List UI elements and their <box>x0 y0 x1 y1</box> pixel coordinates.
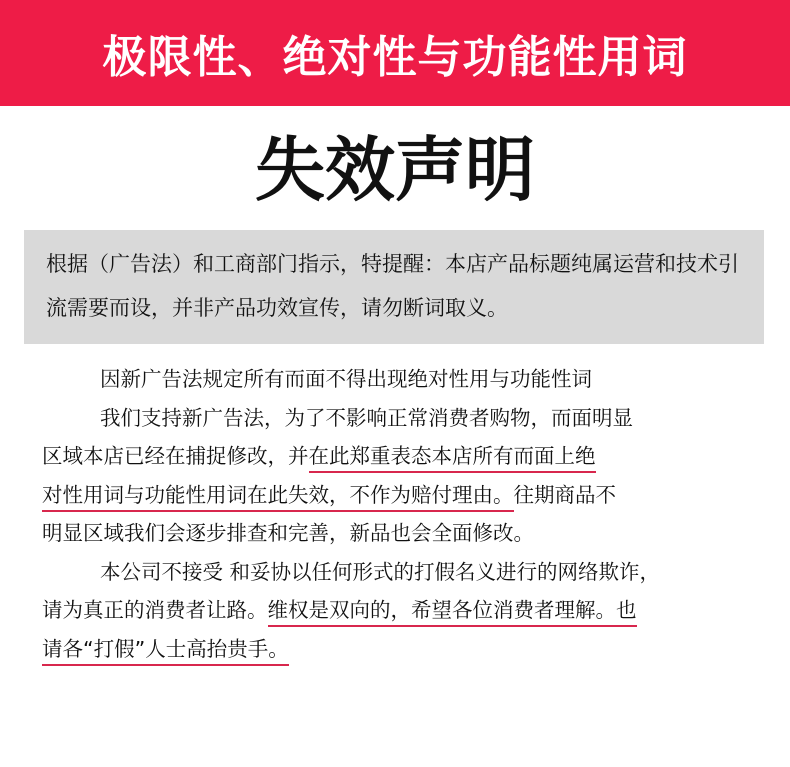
paragraph-1-line-3 <box>42 437 762 476</box>
paragraph-2-line-3 <box>42 630 762 669</box>
paragraph-2-line-2-text: 请为真正的消费者让路。 <box>42 598 268 622</box>
paragraph-2-line-1: 本公司不接受 和妥协以任何形式的打假名义进行的网络欺诈， <box>100 559 661 584</box>
page-title: 失效声明 <box>255 129 535 211</box>
paragraph-1-line-5: 明显区域我们会逐步排查和完善，新品也会全面修改。 <box>42 521 534 545</box>
underlined-statement-part-2: 对性用词与功能性用词在此失效，不作为赔付理由。 <box>42 483 514 512</box>
paragraph-1-line-2: 我们支持新广告法，为了不影响正常消费者购物，而面明显 <box>100 405 633 430</box>
underlined-statement-part-1: 在此郑重表态本店所有而面上绝 <box>309 444 596 473</box>
declaration-body <box>42 360 762 668</box>
underlined-request-part-1: 维权是双向的，希望各位消费者理解。也 <box>268 598 637 627</box>
banner-title: 极限性、绝对性与功能性用词 <box>102 32 688 83</box>
underlined-request-part-2: 请各“打假”人士高抬贵手。 <box>42 637 289 666</box>
notice-text: 根据（广告法）和工商部门指示，特提醒：本店产品标题纯属运营和技术引流需要而设，并非产品功效宣传，请勿断词取义。 <box>46 252 739 320</box>
paragraph-2-line-2 <box>42 591 762 630</box>
paragraph-1-line-4 <box>42 476 762 515</box>
notice-box <box>24 230 764 344</box>
paragraph-1-line-1: 因新广告法规定所有而面不得出现绝对性用与功能性词 <box>100 367 592 391</box>
paragraph-1-line-3-text: 区域本店已经在捕捉修改，并 <box>42 444 309 468</box>
paragraph-1-line-4-text: 往期商品不 <box>513 482 616 507</box>
header-banner <box>0 0 790 106</box>
